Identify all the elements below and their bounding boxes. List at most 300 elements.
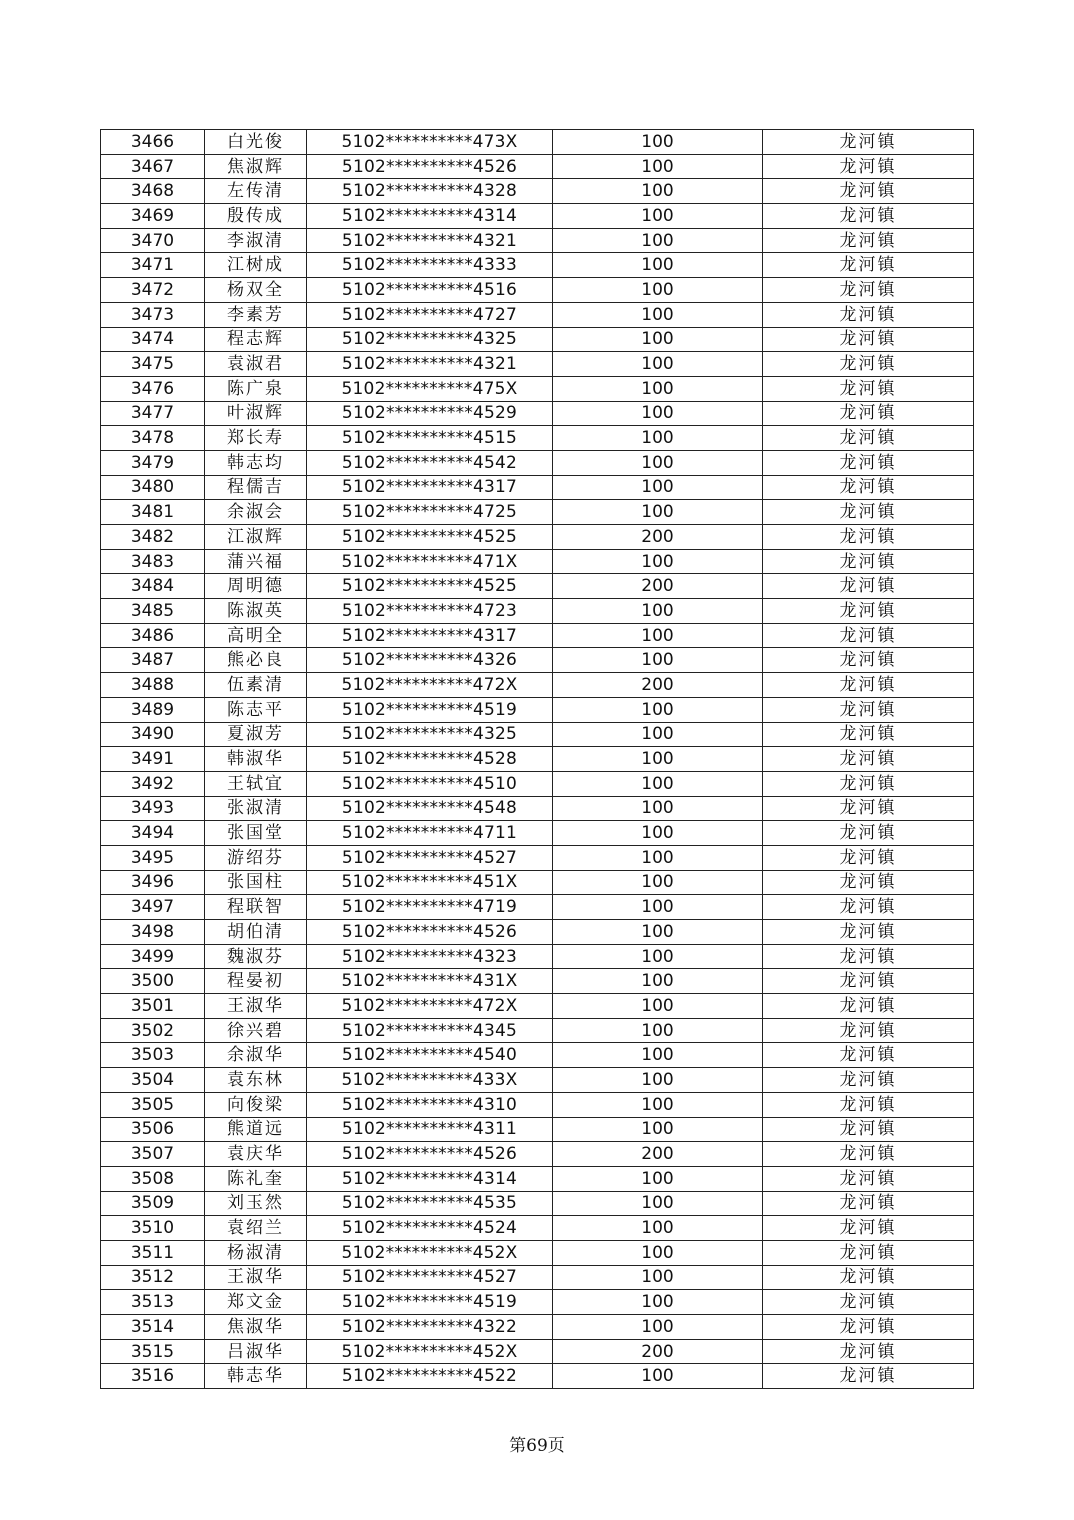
table-row: [101, 179, 974, 204]
id-number-cell: 5102**********4328: [307, 179, 553, 204]
serial-number-cell: 3513: [101, 1290, 205, 1315]
serial-number-cell: 3504: [101, 1068, 205, 1093]
table-row: [101, 327, 974, 352]
amount-cell: 100: [553, 1216, 763, 1241]
table-row: [101, 747, 974, 772]
id-number-cell: 5102**********4526: [307, 1142, 553, 1167]
id-number-cell: 5102**********433X: [307, 1068, 553, 1093]
table-row: [101, 1117, 974, 1142]
amount-cell: 100: [553, 1364, 763, 1389]
table-row: [101, 1142, 974, 1167]
person-name-cell: 夏淑芳: [205, 722, 307, 747]
serial-number-cell: 3480: [101, 475, 205, 500]
serial-number-cell: 3508: [101, 1166, 205, 1191]
amount-cell: 100: [553, 204, 763, 229]
amount-cell: 100: [553, 253, 763, 278]
town-cell: 龙河镇: [763, 1068, 974, 1093]
town-cell: 龙河镇: [763, 278, 974, 303]
person-name-cell: 周明德: [205, 574, 307, 599]
table-row: [101, 154, 974, 179]
id-number-cell: 5102**********4510: [307, 771, 553, 796]
serial-number-cell: 3492: [101, 771, 205, 796]
town-cell: 龙河镇: [763, 1092, 974, 1117]
serial-number-cell: 3474: [101, 327, 205, 352]
id-number-cell: 5102**********4311: [307, 1117, 553, 1142]
town-cell: 龙河镇: [763, 204, 974, 229]
id-number-cell: 5102**********4723: [307, 599, 553, 624]
amount-cell: 100: [553, 1043, 763, 1068]
id-number-cell: 5102**********4516: [307, 278, 553, 303]
id-number-cell: 5102**********4323: [307, 944, 553, 969]
town-cell: 龙河镇: [763, 969, 974, 994]
serial-number-cell: 3467: [101, 154, 205, 179]
serial-number-cell: 3495: [101, 845, 205, 870]
id-number-cell: 5102**********452X: [307, 1339, 553, 1364]
table-row: [101, 722, 974, 747]
table-row: [101, 944, 974, 969]
person-name-cell: 向俊梁: [205, 1092, 307, 1117]
id-number-cell: 5102**********451X: [307, 870, 553, 895]
amount-cell: 100: [553, 1240, 763, 1265]
amount-cell: 100: [553, 549, 763, 574]
serial-number-cell: 3500: [101, 969, 205, 994]
amount-cell: 100: [553, 302, 763, 327]
person-name-cell: 余淑华: [205, 1043, 307, 1068]
id-number-cell: 5102**********4333: [307, 253, 553, 278]
id-number-cell: 5102**********4314: [307, 204, 553, 229]
table-row: [101, 450, 974, 475]
records-table: [100, 129, 974, 1389]
town-cell: 龙河镇: [763, 500, 974, 525]
amount-cell: 100: [553, 1315, 763, 1340]
id-number-cell: 5102**********4540: [307, 1043, 553, 1068]
id-number-cell: 5102**********4310: [307, 1092, 553, 1117]
person-name-cell: 程晏初: [205, 969, 307, 994]
person-name-cell: 陈淑英: [205, 599, 307, 624]
person-name-cell: 白光俊: [205, 130, 307, 155]
table-row: [101, 352, 974, 377]
serial-number-cell: 3497: [101, 895, 205, 920]
person-name-cell: 熊必良: [205, 648, 307, 673]
person-name-cell: 王轼宜: [205, 771, 307, 796]
table-row: [101, 401, 974, 426]
table-row: [101, 204, 974, 229]
person-name-cell: 王淑华: [205, 1265, 307, 1290]
town-cell: 龙河镇: [763, 821, 974, 846]
serial-number-cell: 3472: [101, 278, 205, 303]
person-name-cell: 李素芳: [205, 302, 307, 327]
serial-number-cell: 3496: [101, 870, 205, 895]
table-row: [101, 1191, 974, 1216]
id-number-cell: 5102**********4711: [307, 821, 553, 846]
table-row: [101, 253, 974, 278]
amount-cell: 100: [553, 994, 763, 1019]
serial-number-cell: 3484: [101, 574, 205, 599]
town-cell: 龙河镇: [763, 302, 974, 327]
amount-cell: 100: [553, 130, 763, 155]
serial-number-cell: 3515: [101, 1339, 205, 1364]
town-cell: 龙河镇: [763, 994, 974, 1019]
town-cell: 龙河镇: [763, 599, 974, 624]
id-number-cell: 5102**********4526: [307, 154, 553, 179]
table-row: [101, 1018, 974, 1043]
serial-number-cell: 3501: [101, 994, 205, 1019]
table-row: [101, 500, 974, 525]
amount-cell: 100: [553, 796, 763, 821]
person-name-cell: 游绍芬: [205, 845, 307, 870]
id-number-cell: 5102**********4314: [307, 1166, 553, 1191]
town-cell: 龙河镇: [763, 1117, 974, 1142]
records-table-body: [101, 130, 974, 1389]
town-cell: 龙河镇: [763, 549, 974, 574]
table-row: [101, 920, 974, 945]
person-name-cell: 左传清: [205, 179, 307, 204]
table-row: [101, 994, 974, 1019]
town-cell: 龙河镇: [763, 623, 974, 648]
serial-number-cell: 3486: [101, 623, 205, 648]
id-number-cell: 5102**********472X: [307, 673, 553, 698]
person-name-cell: 袁淑君: [205, 352, 307, 377]
id-number-cell: 5102**********431X: [307, 969, 553, 994]
serial-number-cell: 3481: [101, 500, 205, 525]
amount-cell: 200: [553, 1339, 763, 1364]
person-name-cell: 郑长寿: [205, 426, 307, 451]
person-name-cell: 杨淑清: [205, 1240, 307, 1265]
table-row: [101, 1290, 974, 1315]
town-cell: 龙河镇: [763, 771, 974, 796]
id-number-cell: 5102**********4515: [307, 426, 553, 451]
amount-cell: 100: [553, 722, 763, 747]
id-number-cell: 5102**********4325: [307, 722, 553, 747]
person-name-cell: 张国堂: [205, 821, 307, 846]
table-row: [101, 1339, 974, 1364]
person-name-cell: 熊道远: [205, 1117, 307, 1142]
table-row: [101, 1166, 974, 1191]
town-cell: 龙河镇: [763, 1216, 974, 1241]
id-number-cell: 5102**********4317: [307, 623, 553, 648]
table-row: [101, 648, 974, 673]
town-cell: 龙河镇: [763, 525, 974, 550]
table-row: [101, 796, 974, 821]
town-cell: 龙河镇: [763, 697, 974, 722]
id-number-cell: 5102**********4525: [307, 574, 553, 599]
table-row: [101, 525, 974, 550]
town-cell: 龙河镇: [763, 648, 974, 673]
town-cell: 龙河镇: [763, 1240, 974, 1265]
table-row: [101, 599, 974, 624]
amount-cell: 100: [553, 1117, 763, 1142]
serial-number-cell: 3482: [101, 525, 205, 550]
serial-number-cell: 3475: [101, 352, 205, 377]
amount-cell: 200: [553, 1142, 763, 1167]
serial-number-cell: 3499: [101, 944, 205, 969]
serial-number-cell: 3491: [101, 747, 205, 772]
town-cell: 龙河镇: [763, 426, 974, 451]
person-name-cell: 程联智: [205, 895, 307, 920]
amount-cell: 100: [553, 401, 763, 426]
town-cell: 龙河镇: [763, 920, 974, 945]
person-name-cell: 叶淑辉: [205, 401, 307, 426]
amount-cell: 100: [553, 228, 763, 253]
id-number-cell: 5102**********4326: [307, 648, 553, 673]
person-name-cell: 余淑会: [205, 500, 307, 525]
serial-number-cell: 3471: [101, 253, 205, 278]
serial-number-cell: 3502: [101, 1018, 205, 1043]
table-row: [101, 426, 974, 451]
town-cell: 龙河镇: [763, 1315, 974, 1340]
amount-cell: 100: [553, 376, 763, 401]
id-number-cell: 5102**********4725: [307, 500, 553, 525]
table-row: [101, 771, 974, 796]
amount-cell: 100: [553, 895, 763, 920]
page-number: 第69页: [509, 1436, 565, 1456]
amount-cell: 100: [553, 1191, 763, 1216]
table-row: [101, 130, 974, 155]
table-row: [101, 278, 974, 303]
serial-number-cell: 3505: [101, 1092, 205, 1117]
table-row: [101, 697, 974, 722]
id-number-cell: 5102**********452X: [307, 1240, 553, 1265]
id-number-cell: 5102**********475X: [307, 376, 553, 401]
town-cell: 龙河镇: [763, 179, 974, 204]
person-name-cell: 韩淑华: [205, 747, 307, 772]
amount-cell: 100: [553, 475, 763, 500]
person-name-cell: 张淑清: [205, 796, 307, 821]
amount-cell: 100: [553, 771, 763, 796]
table-row: [101, 228, 974, 253]
person-name-cell: 焦淑辉: [205, 154, 307, 179]
town-cell: 龙河镇: [763, 1339, 974, 1364]
id-number-cell: 5102**********4321: [307, 352, 553, 377]
serial-number-cell: 3494: [101, 821, 205, 846]
town-cell: 龙河镇: [763, 1142, 974, 1167]
town-cell: 龙河镇: [763, 154, 974, 179]
town-cell: 龙河镇: [763, 895, 974, 920]
id-number-cell: 5102**********4325: [307, 327, 553, 352]
town-cell: 龙河镇: [763, 228, 974, 253]
id-number-cell: 5102**********4727: [307, 302, 553, 327]
person-name-cell: 吕淑华: [205, 1339, 307, 1364]
serial-number-cell: 3470: [101, 228, 205, 253]
town-cell: 龙河镇: [763, 870, 974, 895]
table-row: [101, 1265, 974, 1290]
table-row: [101, 1315, 974, 1340]
table-row: [101, 574, 974, 599]
amount-cell: 100: [553, 1018, 763, 1043]
town-cell: 龙河镇: [763, 401, 974, 426]
person-name-cell: 江树成: [205, 253, 307, 278]
person-name-cell: 王淑华: [205, 994, 307, 1019]
table-row: [101, 1240, 974, 1265]
town-cell: 龙河镇: [763, 845, 974, 870]
id-number-cell: 5102**********4519: [307, 697, 553, 722]
serial-number-cell: 3507: [101, 1142, 205, 1167]
amount-cell: 100: [553, 352, 763, 377]
serial-number-cell: 3490: [101, 722, 205, 747]
amount-cell: 100: [553, 623, 763, 648]
serial-number-cell: 3469: [101, 204, 205, 229]
person-name-cell: 袁庆华: [205, 1142, 307, 1167]
amount-cell: 100: [553, 450, 763, 475]
id-number-cell: 5102**********4535: [307, 1191, 553, 1216]
amount-cell: 100: [553, 821, 763, 846]
amount-cell: 100: [553, 1265, 763, 1290]
person-name-cell: 高明全: [205, 623, 307, 648]
town-cell: 龙河镇: [763, 673, 974, 698]
serial-number-cell: 3493: [101, 796, 205, 821]
person-name-cell: 韩志华: [205, 1364, 307, 1389]
town-cell: 龙河镇: [763, 1191, 974, 1216]
serial-number-cell: 3509: [101, 1191, 205, 1216]
table-row: [101, 895, 974, 920]
amount-cell: 100: [553, 1092, 763, 1117]
town-cell: 龙河镇: [763, 944, 974, 969]
amount-cell: 200: [553, 574, 763, 599]
person-name-cell: 陈志平: [205, 697, 307, 722]
amount-cell: 200: [553, 525, 763, 550]
id-number-cell: 5102**********4548: [307, 796, 553, 821]
person-name-cell: 陈礼奎: [205, 1166, 307, 1191]
person-name-cell: 袁绍兰: [205, 1216, 307, 1241]
amount-cell: 100: [553, 1166, 763, 1191]
person-name-cell: 伍素清: [205, 673, 307, 698]
id-number-cell: 5102**********473X: [307, 130, 553, 155]
id-number-cell: 5102**********4321: [307, 228, 553, 253]
person-name-cell: 殷传成: [205, 204, 307, 229]
town-cell: 龙河镇: [763, 450, 974, 475]
amount-cell: 100: [553, 327, 763, 352]
town-cell: 龙河镇: [763, 327, 974, 352]
table-row: [101, 821, 974, 846]
person-name-cell: 刘玉然: [205, 1191, 307, 1216]
serial-number-cell: 3478: [101, 426, 205, 451]
id-number-cell: 5102**********4345: [307, 1018, 553, 1043]
person-name-cell: 程儒吉: [205, 475, 307, 500]
amount-cell: 100: [553, 500, 763, 525]
serial-number-cell: 3487: [101, 648, 205, 673]
table-row: [101, 623, 974, 648]
table-row: [101, 376, 974, 401]
id-number-cell: 5102**********4524: [307, 1216, 553, 1241]
id-number-cell: 5102**********4519: [307, 1290, 553, 1315]
serial-number-cell: 3483: [101, 549, 205, 574]
person-name-cell: 魏淑芬: [205, 944, 307, 969]
amount-cell: 100: [553, 944, 763, 969]
town-cell: 龙河镇: [763, 574, 974, 599]
serial-number-cell: 3489: [101, 697, 205, 722]
id-number-cell: 5102**********4527: [307, 1265, 553, 1290]
id-number-cell: 5102**********4719: [307, 895, 553, 920]
amount-cell: 100: [553, 920, 763, 945]
town-cell: 龙河镇: [763, 475, 974, 500]
amount-cell: 100: [553, 599, 763, 624]
table-row: [101, 549, 974, 574]
amount-cell: 100: [553, 845, 763, 870]
table-row: [101, 1043, 974, 1068]
person-name-cell: 郑文金: [205, 1290, 307, 1315]
table-row: [101, 302, 974, 327]
town-cell: 龙河镇: [763, 253, 974, 278]
serial-number-cell: 3498: [101, 920, 205, 945]
table-row: [101, 475, 974, 500]
serial-number-cell: 3503: [101, 1043, 205, 1068]
serial-number-cell: 3476: [101, 376, 205, 401]
table-row: [101, 870, 974, 895]
town-cell: 龙河镇: [763, 1018, 974, 1043]
amount-cell: 100: [553, 747, 763, 772]
person-name-cell: 胡伯清: [205, 920, 307, 945]
serial-number-cell: 3479: [101, 450, 205, 475]
town-cell: 龙河镇: [763, 1265, 974, 1290]
amount-cell: 100: [553, 697, 763, 722]
id-number-cell: 5102**********471X: [307, 549, 553, 574]
town-cell: 龙河镇: [763, 1364, 974, 1389]
serial-number-cell: 3506: [101, 1117, 205, 1142]
town-cell: 龙河镇: [763, 376, 974, 401]
id-number-cell: 5102**********4527: [307, 845, 553, 870]
person-name-cell: 蒲兴福: [205, 549, 307, 574]
table-row: [101, 1216, 974, 1241]
town-cell: 龙河镇: [763, 1166, 974, 1191]
serial-number-cell: 3477: [101, 401, 205, 426]
town-cell: 龙河镇: [763, 1290, 974, 1315]
id-number-cell: 5102**********4526: [307, 920, 553, 945]
table-row: [101, 673, 974, 698]
id-number-cell: 5102**********4542: [307, 450, 553, 475]
id-number-cell: 5102**********4529: [307, 401, 553, 426]
serial-number-cell: 3468: [101, 179, 205, 204]
amount-cell: 100: [553, 179, 763, 204]
amount-cell: 100: [553, 278, 763, 303]
person-name-cell: 袁东林: [205, 1068, 307, 1093]
amount-cell: 100: [553, 969, 763, 994]
person-name-cell: 江淑辉: [205, 525, 307, 550]
person-name-cell: 杨双全: [205, 278, 307, 303]
serial-number-cell: 3485: [101, 599, 205, 624]
town-cell: 龙河镇: [763, 1043, 974, 1068]
serial-number-cell: 3510: [101, 1216, 205, 1241]
town-cell: 龙河镇: [763, 796, 974, 821]
serial-number-cell: 3514: [101, 1315, 205, 1340]
id-number-cell: 5102**********4528: [307, 747, 553, 772]
table-row: [101, 969, 974, 994]
town-cell: 龙河镇: [763, 747, 974, 772]
amount-cell: 100: [553, 1290, 763, 1315]
table-row: [101, 1364, 974, 1389]
person-name-cell: 李淑清: [205, 228, 307, 253]
amount-cell: 100: [553, 870, 763, 895]
town-cell: 龙河镇: [763, 722, 974, 747]
amount-cell: 100: [553, 1068, 763, 1093]
amount-cell: 100: [553, 154, 763, 179]
amount-cell: 100: [553, 648, 763, 673]
person-name-cell: 张国柱: [205, 870, 307, 895]
table-row: [101, 1068, 974, 1093]
person-name-cell: 韩志均: [205, 450, 307, 475]
id-number-cell: 5102**********4317: [307, 475, 553, 500]
serial-number-cell: 3511: [101, 1240, 205, 1265]
serial-number-cell: 3473: [101, 302, 205, 327]
id-number-cell: 5102**********4522: [307, 1364, 553, 1389]
person-name-cell: 程志辉: [205, 327, 307, 352]
serial-number-cell: 3466: [101, 130, 205, 155]
town-cell: 龙河镇: [763, 130, 974, 155]
table-row: [101, 845, 974, 870]
serial-number-cell: 3488: [101, 673, 205, 698]
table-row: [101, 1092, 974, 1117]
person-name-cell: 焦淑华: [205, 1315, 307, 1340]
town-cell: 龙河镇: [763, 352, 974, 377]
